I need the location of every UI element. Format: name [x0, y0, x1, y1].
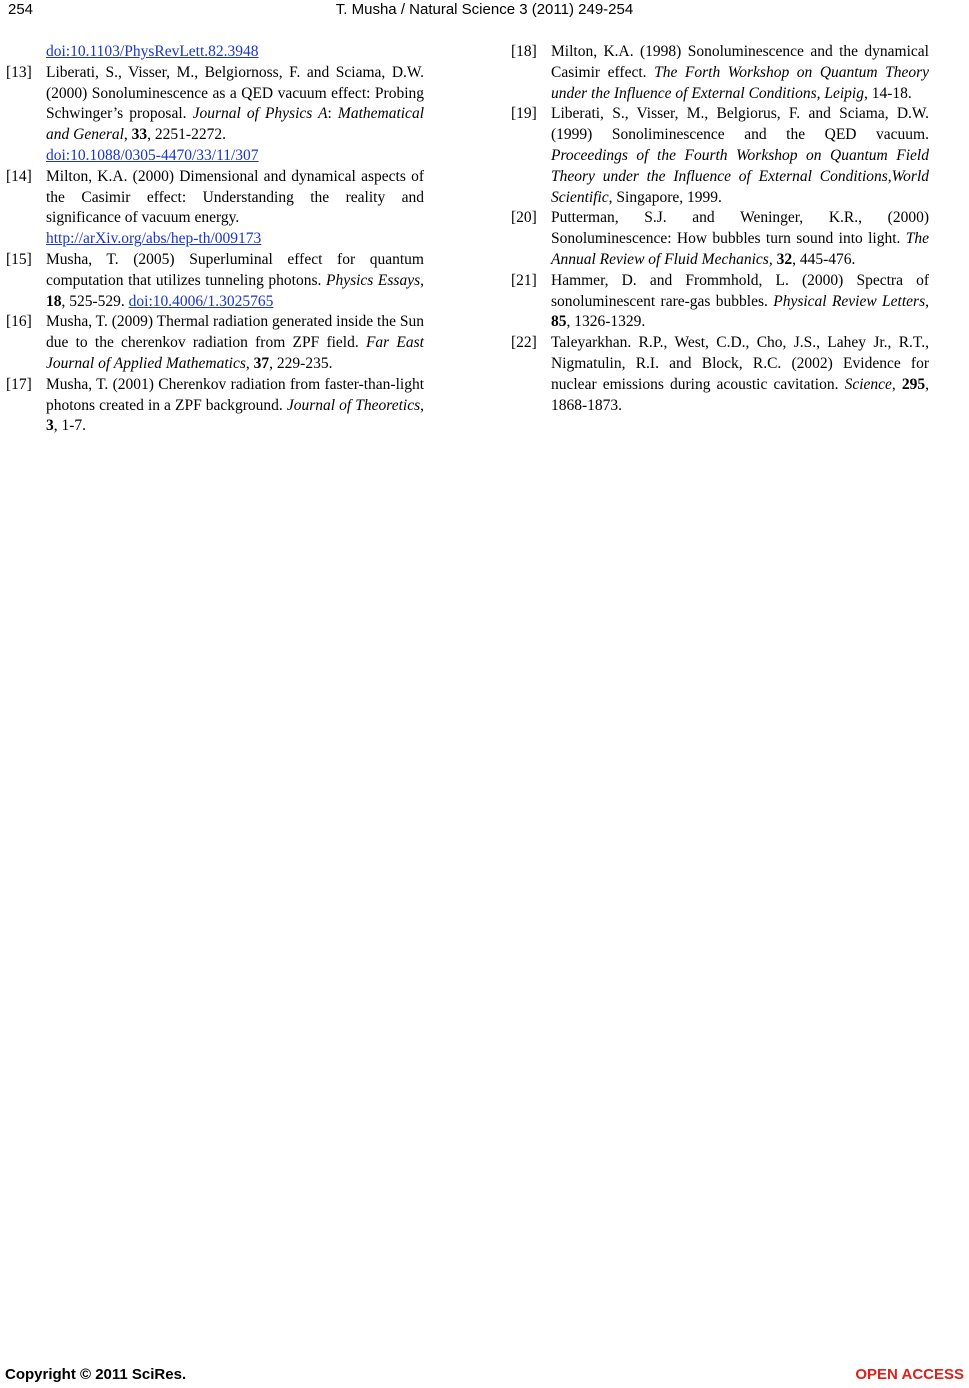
- reference-journal: The Annual Review of Fluid Mechanics: [551, 230, 929, 268]
- reference-authors: Musha, T. (2009) Thermal radiation generated inside the Sun due to the cherenkov radiation from ZPF field.: [46, 313, 424, 352]
- reference-journal: Journal of Theoretics: [286, 396, 421, 414]
- reference-authors: Liberati, S., Visser, M., Belgiornoss, F. and Sciama, D.W. (2000) Sonoluminescence as a QED vacuum effect: Probing Schwinger’s proposal.: [46, 63, 424, 123]
- reference-volume: 33: [131, 126, 148, 144]
- copyright-notice: Copyright © 2011 SciRes.: [5, 1366, 187, 1383]
- reference-15: [6, 250, 424, 312]
- reference-journal: The Forth Workshop on Quantum Theory under the Influence of External Conditions, Leipig: [551, 63, 929, 102]
- reference-number: [22]: [511, 334, 537, 352]
- reference-19: [511, 104, 929, 208]
- reference-journal: Far East Journal of Applied Mathematics: [46, 334, 424, 372]
- reference-journal: Science: [844, 375, 892, 393]
- running-title: T. Musha / Natural Science 3 (2011) 249-254: [335, 1, 634, 18]
- reference-pages: , 14-18.: [863, 84, 912, 102]
- reference-authors: Musha, T. (2001) Cherenkov radiation from faster-than-light photons created in a ZPF background.: [46, 375, 424, 414]
- reference-separator: ,: [245, 354, 254, 372]
- reference-21: [511, 271, 929, 333]
- doi-link[interactable]: doi:10.1088/0305-4470/33/11/307: [46, 146, 259, 164]
- reference-separator: ,: [768, 250, 777, 268]
- reference-number: [16]: [6, 313, 32, 331]
- reference-authors: Milton, K.A. (1998) Sonoluminescence and the dynamical Casimir effect.: [551, 43, 929, 81]
- references-right-column: [511, 42, 929, 416]
- reference-volume: 32: [776, 250, 793, 268]
- arxiv-link[interactable]: http://arXiv.org/abs/hep-th/009173: [46, 230, 262, 248]
- reference-number: [19]: [511, 105, 537, 123]
- reference-number: [15]: [6, 250, 32, 268]
- reference-volume: 3: [46, 417, 54, 435]
- reference-separator: ,: [891, 375, 902, 393]
- reference-separator: ,: [420, 396, 425, 414]
- reference-pages: , 1326-1329.: [566, 313, 646, 331]
- reference-journal: Journal of Physics A: [192, 105, 328, 123]
- reference-separator: ,: [123, 126, 132, 144]
- reference-20: [511, 208, 929, 270]
- reference-number: [20]: [511, 209, 537, 227]
- reference-18: [511, 42, 929, 104]
- reference-journal: Proceedings of the Fourth Workshop on Quantum Field Theory under the Influence of External Conditions,World Scientific: [551, 146, 929, 206]
- reference-authors: Liberati, S., Visser, M., Belgiorus, F. and Sciama, D.W. (1999) Sonoliminescence and the QED vacuum.: [551, 105, 929, 144]
- reference-number: [13]: [6, 63, 32, 81]
- reference-journal: Physics Essays: [325, 271, 421, 289]
- reference-authors: Taleyarkhan. R.P., West, C.D., Cho, J.S., Lahey Jr., R.T., Nigmatulin, R.I. and Block, R.C. (2002) Evidence for nuclear emissions during acoustic cavitation.: [551, 334, 929, 393]
- doi-link[interactable]: doi:10.1103/PhysRevLett.82.3948: [46, 43, 259, 60]
- reference-pages: , 1868-1873.: [551, 375, 930, 414]
- reference-number: [21]: [511, 271, 537, 289]
- reference-separator: :: [327, 105, 338, 123]
- reference-volume: 85: [551, 313, 567, 331]
- reference-17: [6, 375, 424, 437]
- page-header: [0, 0, 969, 24]
- reference-continued-link: [6, 42, 424, 63]
- reference-pages: , 445-476.: [792, 250, 856, 268]
- reference-pages: , 1-7.: [53, 417, 87, 435]
- reference-separator: ,: [925, 292, 929, 310]
- reference-22: [511, 333, 929, 416]
- reference-pages: , Singapore, 1999.: [608, 188, 722, 206]
- reference-volume: 18: [46, 292, 62, 310]
- reference-13: [6, 63, 424, 167]
- reference-pages: , 2251-2272.: [147, 126, 226, 144]
- reference-16: [6, 312, 424, 374]
- doi-link[interactable]: doi:10.4006/1.3025765: [128, 292, 274, 310]
- references-left-column: [6, 42, 424, 437]
- reference-pages: , 525-529.: [61, 292, 129, 310]
- reference-volume: 37: [253, 354, 270, 372]
- reference-number: [14]: [6, 167, 32, 185]
- reference-number: [17]: [6, 375, 32, 393]
- reference-separator: ,: [420, 271, 424, 289]
- reference-journal: Physical Review Letters: [773, 292, 926, 310]
- reference-14: [6, 167, 424, 250]
- page-number: 254: [8, 1, 34, 18]
- reference-volume: 295: [901, 375, 926, 393]
- reference-number: [18]: [511, 43, 537, 60]
- reference-text: Milton, K.A. (2000) Dimensional and dynamical aspects of the Casimir effect: Understanding the reality and significance of vacuum energy.: [46, 167, 424, 227]
- reference-authors: Musha, T. (2005) Superluminal effect for quantum computation that utilizes tunneling photons.: [46, 250, 424, 289]
- reference-authors: Hammer, D. and Frommhold, L. (2000) Spectra of sonoluminescent rare-gas bubbles.: [551, 271, 929, 310]
- reference-authors: Putterman, S.J. and Weninger, K.R., (2000) Sonoluminescence: How bubbles turn sound into light.: [551, 209, 929, 248]
- open-access-label: OPEN ACCESS: [855, 1366, 964, 1383]
- reference-journal-subtitle: Mathematical and General: [46, 105, 424, 144]
- reference-pages: , 229-235.: [269, 354, 333, 372]
